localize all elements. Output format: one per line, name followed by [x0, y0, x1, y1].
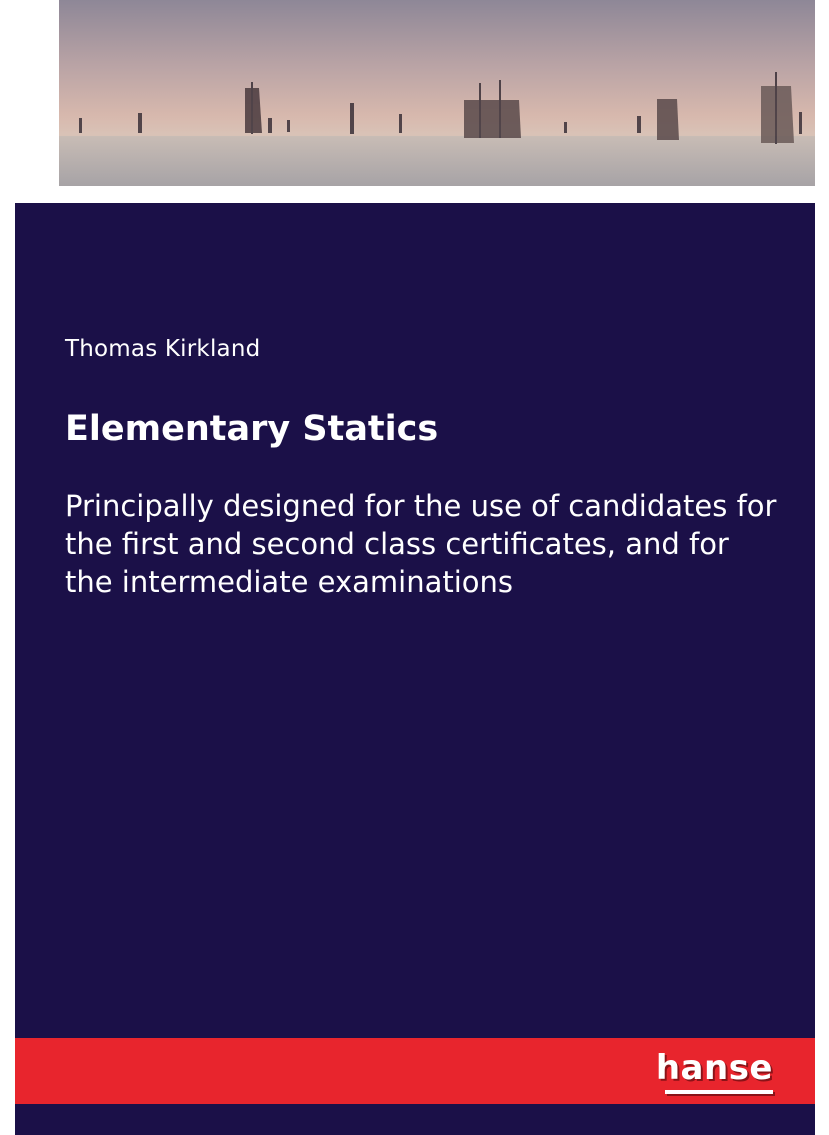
book-title: Elementary Statics [65, 409, 439, 449]
author-name: Thomas Kirkland [65, 336, 261, 362]
publisher-band [15, 1038, 815, 1104]
cover-body [15, 203, 815, 1135]
publisher-logo: hanse [655, 1048, 773, 1088]
logo-underline [665, 1090, 773, 1094]
tall-ships-image [59, 0, 815, 186]
cover-photo [59, 0, 815, 186]
book-subtitle: Principally designed for the use of candidates for the first and second class certificates, and for the intermediate examinations [65, 489, 777, 599]
